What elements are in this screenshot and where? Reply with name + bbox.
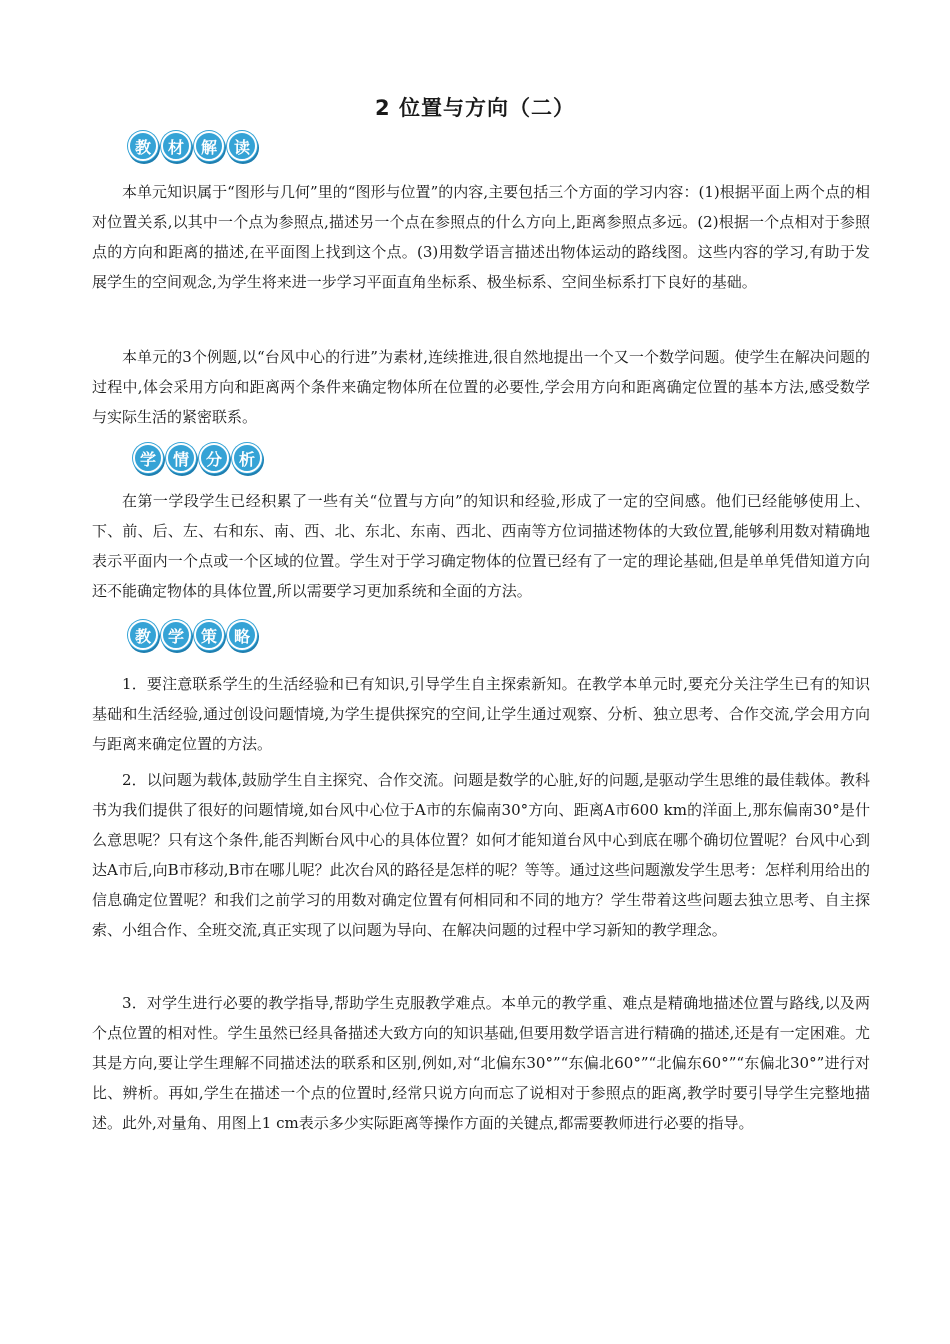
heading-char: 析 bbox=[232, 443, 262, 473]
paragraph: 在第一学段学生已经积累了一些有关“位置与方向”的知识和经验,形成了一定的空间感。他们已经能够使用上、下、前、后、左、右和东、南、西、北、东北、东南、西北、西南等方位词描述物体的大致位置,能够利用数对精确地表示平面内一个点或一个区域的位置。学生对于学习确定物体的位置已经有了一定的理论基础,但是单单凭借知道方向还不能确定物体的具体位置,所以需要学习更加系统和全面的方法。 bbox=[92, 492, 870, 600]
heading-char: 教 bbox=[128, 620, 158, 650]
paragraph: 1．要注意联系学生的生活经验和已有知识,引导学生自主探索新知。在教学本单元时,要充分关注学生已有的知识基础和生活经验,通过创设问题情境,为学生提供探究的空间,让学生通过观察、分析、独立思考、合作交流,学会用方向与距离来确定位置的方法。 bbox=[92, 675, 870, 753]
heading-char: 读 bbox=[227, 131, 257, 161]
page-title: 2 位置与方向（二） bbox=[375, 96, 575, 120]
section-heading-student-analysis bbox=[133, 443, 262, 473]
paragraph: 本单元的3个例题,以“台风中心的行进”为素材,连续推进,很自然地提出一个又一个数学问题。使学生在解决问题的过程中,体会采用方向和距离两个条件来确定物体所在位置的必要性,学会用方向和距离确定位置的基本方法,感受数学与实际生活的紧密联系。 bbox=[92, 348, 870, 426]
section-heading-textbook-interpretation bbox=[128, 131, 257, 161]
heading-char: 策 bbox=[194, 620, 224, 650]
heading-char: 分 bbox=[199, 443, 229, 473]
paragraph: 2．以问题为载体,鼓励学生自主探究、合作交流。问题是数学的心脏,好的问题,是驱动学生思维的最佳载体。教科书为我们提供了很好的问题情境,如台风中心位于A市的东偏南30°方向、距离A市600 km的洋面上,那东偏南30°是什么意思呢？只有这个条件,能否判断台风中心的具体位置？如何才能知道台风中心到底在哪个确切位置呢？台风中心到达A市后,向B市移动,B市在哪儿呢？此次台风的路径是怎样的呢？等等。通过这些问题激发学生思考：怎样利用给出的信息确定位置呢？和我们之前学习的用数对确定位置有何相同和不同的地方？学生带着这些问题去独立思考、自主探索、小组合作、全班交流,真正实现了以问题为导向、在解决问题的过程中学习新知的教学理念。 bbox=[92, 771, 870, 939]
heading-char: 略 bbox=[227, 620, 257, 650]
paragraph: 3．对学生进行必要的教学指导,帮助学生克服教学难点。本单元的教学重、难点是精确地描述位置与路线,以及两个点位置的相对性。学生虽然已经具备描述大致方向的知识基础,但要用数学语言进行精确的描述,还是有一定困难。尤其是方向,要让学生理解不同描述法的联系和区别,例如,对“北偏东30°”“东偏北60°”“北偏东60°”“东偏北30°”进行对比、辨析。再如,学生在描述一个点的位置时,经常只说方向而忘了说相对于参照点的距离,教学时要引导学生完整地描述。此外,对量角、用图上1 cm表示多少实际距离等操作方面的关键点,都需要教师进行必要的指导。 bbox=[92, 994, 870, 1132]
heading-char: 情 bbox=[166, 443, 196, 473]
section-heading-teaching-strategy bbox=[128, 620, 257, 650]
paragraph: 本单元知识属于“图形与几何”里的“图形与位置”的内容,主要包括三个方面的学习内容：(1)根据平面上两个点的相对位置关系,以其中一个点为参照点,描述另一个点在参照点的什么方向上,距离参照点多远。(2)根据一个点相对于参照点的方向和距离的描述,在平面图上找到这个点。(3)用数学语言描述出物体运动的路线图。这些内容的学习,有助于发展学生的空间观念,为学生将来进一步学习平面直角坐标系、极坐标系、空间坐标系打下良好的基础。 bbox=[92, 183, 870, 291]
heading-char: 教 bbox=[128, 131, 158, 161]
heading-char: 解 bbox=[194, 131, 224, 161]
heading-char: 材 bbox=[161, 131, 191, 161]
heading-char: 学 bbox=[133, 443, 163, 473]
heading-char: 学 bbox=[161, 620, 191, 650]
